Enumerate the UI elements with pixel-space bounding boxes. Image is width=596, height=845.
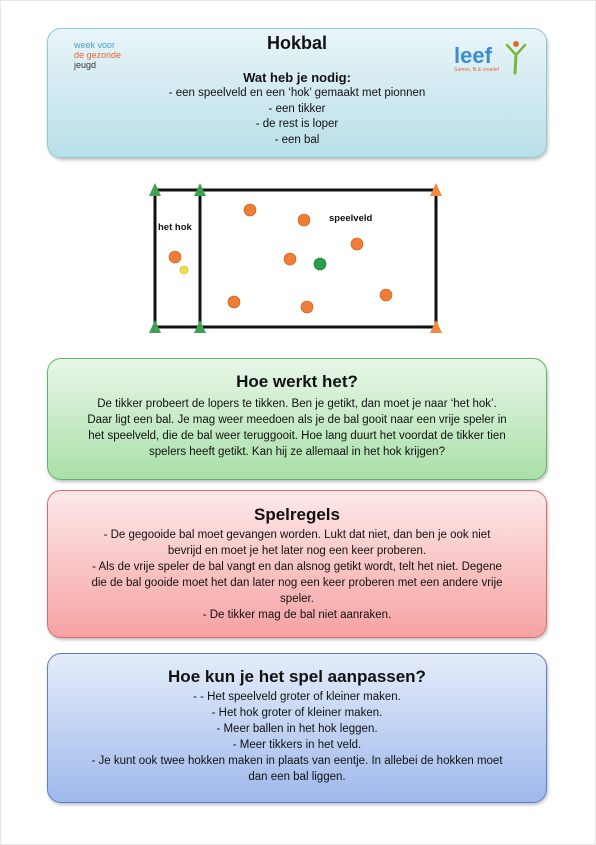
how-it-works-line: het speelveld, die de bal weer teruggooit. Hoe lang duurt het voordat de tikker tien [88, 430, 506, 442]
rules-card [47, 490, 547, 638]
hok-label: het hok [158, 222, 192, 233]
materials-heading: Wat heb je nodig: [243, 70, 351, 85]
materials-card [47, 28, 547, 158]
runner-player-icon [351, 238, 363, 250]
leef-logo [454, 37, 532, 79]
week-voor-de-gezonde-jeugd-logo [74, 40, 121, 70]
materials-item: - een bal [274, 133, 320, 146]
logo-week-line2: de gezonde [74, 50, 122, 60]
variations-line: - Meer tikkers in het veld. [232, 739, 362, 751]
how-it-works-card [47, 358, 547, 480]
rules-line: die de bal gooide moet het dan later nog een keer proberen met een andere vrije [91, 577, 503, 589]
variations-line: - - Het speelveld groter of kleiner maken. [193, 691, 401, 703]
rules-line: bevrijd en moet je het later nog een keer proberen. [167, 545, 427, 557]
logo-week-line3: jeugd [74, 60, 97, 70]
logo-week-line1: week voor [74, 40, 116, 50]
runner-player-icon [169, 251, 181, 263]
playing-field-diagram [140, 178, 450, 338]
speelveld-label: speelveld [329, 213, 373, 224]
how-it-works-heading: Hoe werkt het? [236, 372, 358, 391]
variations-line: dan een bal liggen. [248, 771, 346, 783]
leef-tagline: Samen, fit & creatief [454, 67, 500, 73]
runner-player-icon [244, 204, 256, 216]
how-it-works-line: Daar ligt een bal. Je mag weer meedoen als je de bal gooit naar een vrije speler in [87, 414, 507, 426]
materials-item: - een speelveld en een ‘hok’ gemaakt met pionnen [168, 87, 426, 99]
variations-line: - Meer ballen in het hok leggen. [216, 723, 378, 735]
variations-line: - Je kunt ook twee hokken maken in plaats van eentje. In allebei de hokken moet [91, 755, 503, 767]
leef-logo-word: leef [454, 43, 492, 68]
person-cheering-icon [504, 39, 528, 75]
materials-item: - een tikker [268, 102, 326, 115]
page-title: Hokbal [266, 33, 327, 53]
how-it-works-line: spelers heeft getikt. Kan hij ze allemaal in het hok krijgen? [149, 446, 445, 458]
tagger-player-icon [314, 258, 326, 270]
runner-player-icon [298, 214, 310, 226]
runner-player-icon [228, 296, 240, 308]
rules-line: speler. [280, 593, 314, 605]
rules-heading: Spelregels [254, 505, 340, 524]
materials-item: - de rest is loper [255, 118, 339, 130]
variations-heading: Hoe kun je het spel aanpassen? [168, 667, 426, 686]
variations-card [47, 653, 547, 803]
rules-line: - De gegooide bal moet gevangen worden. Lukt dat niet, dan ben je ook niet [103, 529, 491, 541]
runner-player-icon [380, 289, 392, 301]
rules-line: - De tikker mag de bal niet aanraken. [202, 609, 392, 621]
runner-player-icon [284, 253, 296, 265]
runner-player-icon [301, 301, 313, 313]
variations-line: - Het hok groter of kleiner maken. [211, 707, 383, 719]
ball-icon [180, 266, 188, 274]
rules-line: - Als de vrije speler de bal vangt en dan alsnog getikt wordt, telt het niet. Degene [92, 561, 502, 573]
how-it-works-line: De tikker probeert de lopers te tikken. Ben je getikt, dan moet je naar ‘het hok’. [97, 398, 497, 410]
